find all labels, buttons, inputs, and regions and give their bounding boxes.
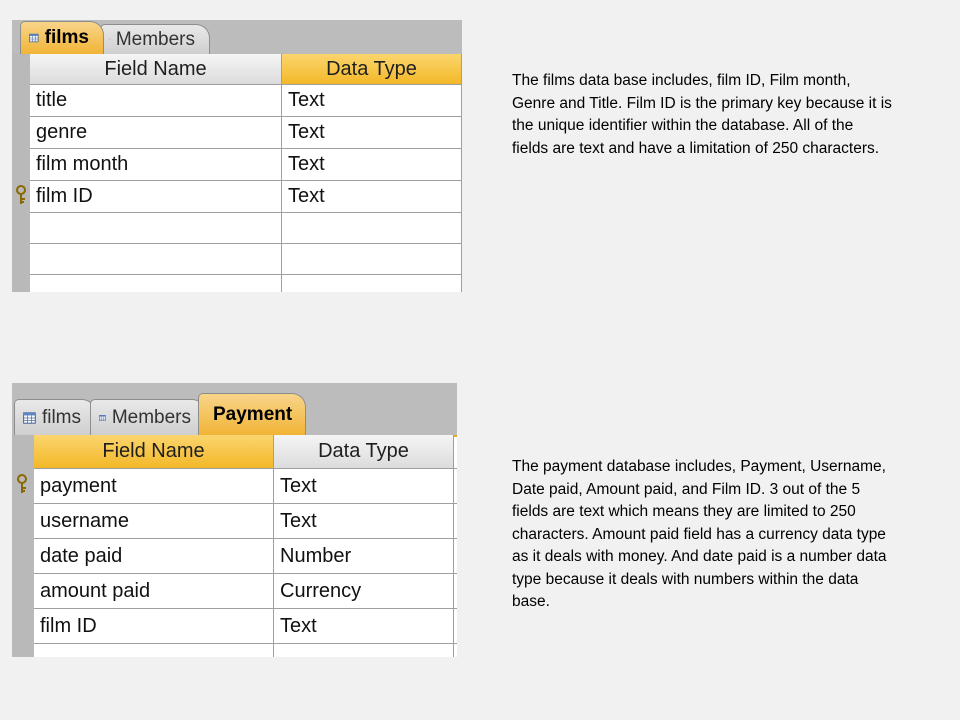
field-name-cell[interactable]: amount paid: [34, 574, 274, 608]
table-row[interactable]: [34, 609, 457, 644]
field-name-header[interactable]: Field Name: [34, 435, 274, 468]
data-type-cell[interactable]: [282, 244, 462, 274]
tab-label: Members: [111, 406, 191, 428]
data-type-header[interactable]: Data Type: [282, 54, 462, 84]
field-name-cell[interactable]: film ID: [34, 609, 274, 643]
object-tabs: [12, 20, 462, 56]
header-row: [34, 435, 457, 469]
data-type-cell[interactable]: Currency: [274, 574, 454, 608]
films-description: The films data base includes, film ID, Film month, Genre and Title. Film ID is the primary key because it is the unique identifier within the database. All of the fields are text and have a limitation of 250 characters.: [512, 72, 892, 157]
field-name-header[interactable]: Field Name: [30, 54, 282, 84]
table-row[interactable]: [30, 117, 462, 149]
payment-description: The payment database includes, Payment, Username, Date paid, Amount paid, and Film ID. 3 out of the 5 fields are text which means they are limited to 250 characters. Amount paid field has a currency data type as it deals with money. And date paid is a number data type because it deals with numbers within the data base.: [512, 458, 887, 610]
data-type-cell[interactable]: Text: [282, 85, 462, 116]
empty-row[interactable]: [30, 244, 462, 275]
data-type-cell[interactable]: Text: [282, 117, 462, 148]
data-type-header[interactable]: Data Type: [274, 435, 454, 468]
data-type-cell[interactable]: [274, 644, 454, 657]
payment-table-screenshot: [12, 383, 457, 657]
table-row[interactable]: [30, 181, 462, 213]
field-name-cell[interactable]: date paid: [34, 539, 274, 573]
films-table-screenshot: [12, 20, 462, 292]
tab-members[interactable]: [100, 24, 210, 54]
data-type-cell[interactable]: Text: [274, 504, 454, 538]
tab-payment[interactable]: [198, 393, 306, 435]
design-grid: [12, 435, 457, 657]
tab-films[interactable]: [14, 399, 96, 435]
table-row[interactable]: [30, 149, 462, 181]
field-name-cell[interactable]: username: [34, 504, 274, 538]
table-row[interactable]: [30, 85, 462, 117]
data-type-cell[interactable]: Text: [282, 181, 462, 212]
data-type-cell[interactable]: Text: [282, 149, 462, 180]
key-icon: [14, 185, 28, 205]
object-tabs: [12, 383, 457, 437]
field-name-cell[interactable]: [30, 275, 282, 292]
data-type-cell[interactable]: Number: [274, 539, 454, 573]
data-type-cell[interactable]: [282, 275, 462, 292]
field-name-cell[interactable]: title: [30, 85, 282, 116]
table-row[interactable]: [34, 539, 457, 574]
table-icon: [23, 409, 36, 427]
tab-members[interactable]: [90, 399, 206, 435]
field-name-cell[interactable]: [30, 213, 282, 243]
data-type-cell[interactable]: Text: [274, 469, 454, 503]
table-icon: [29, 29, 39, 47]
header-row: [30, 54, 462, 85]
data-type-cell[interactable]: [282, 213, 462, 243]
empty-row[interactable]: [34, 644, 457, 657]
field-name-cell[interactable]: film ID: [30, 181, 282, 212]
tab-films[interactable]: [20, 21, 104, 54]
tab-label: films: [44, 27, 89, 48]
design-grid: [12, 54, 462, 292]
field-name-cell[interactable]: film month: [30, 149, 282, 180]
field-name-cell[interactable]: payment: [34, 469, 274, 503]
empty-row[interactable]: [30, 275, 462, 292]
table-icon: [99, 409, 106, 427]
field-name-cell[interactable]: genre: [30, 117, 282, 148]
tab-label: films: [41, 406, 81, 428]
key-icon: [15, 474, 29, 494]
table-row[interactable]: [34, 504, 457, 539]
field-name-cell[interactable]: [30, 244, 282, 274]
table-icon: [109, 31, 110, 49]
data-type-cell[interactable]: Text: [274, 609, 454, 643]
table-row[interactable]: [34, 469, 457, 504]
empty-row[interactable]: [30, 213, 462, 244]
table-row[interactable]: [34, 574, 457, 609]
field-name-cell[interactable]: [34, 644, 274, 657]
tab-label: Payment: [213, 403, 293, 425]
tab-label: Members: [115, 28, 195, 50]
